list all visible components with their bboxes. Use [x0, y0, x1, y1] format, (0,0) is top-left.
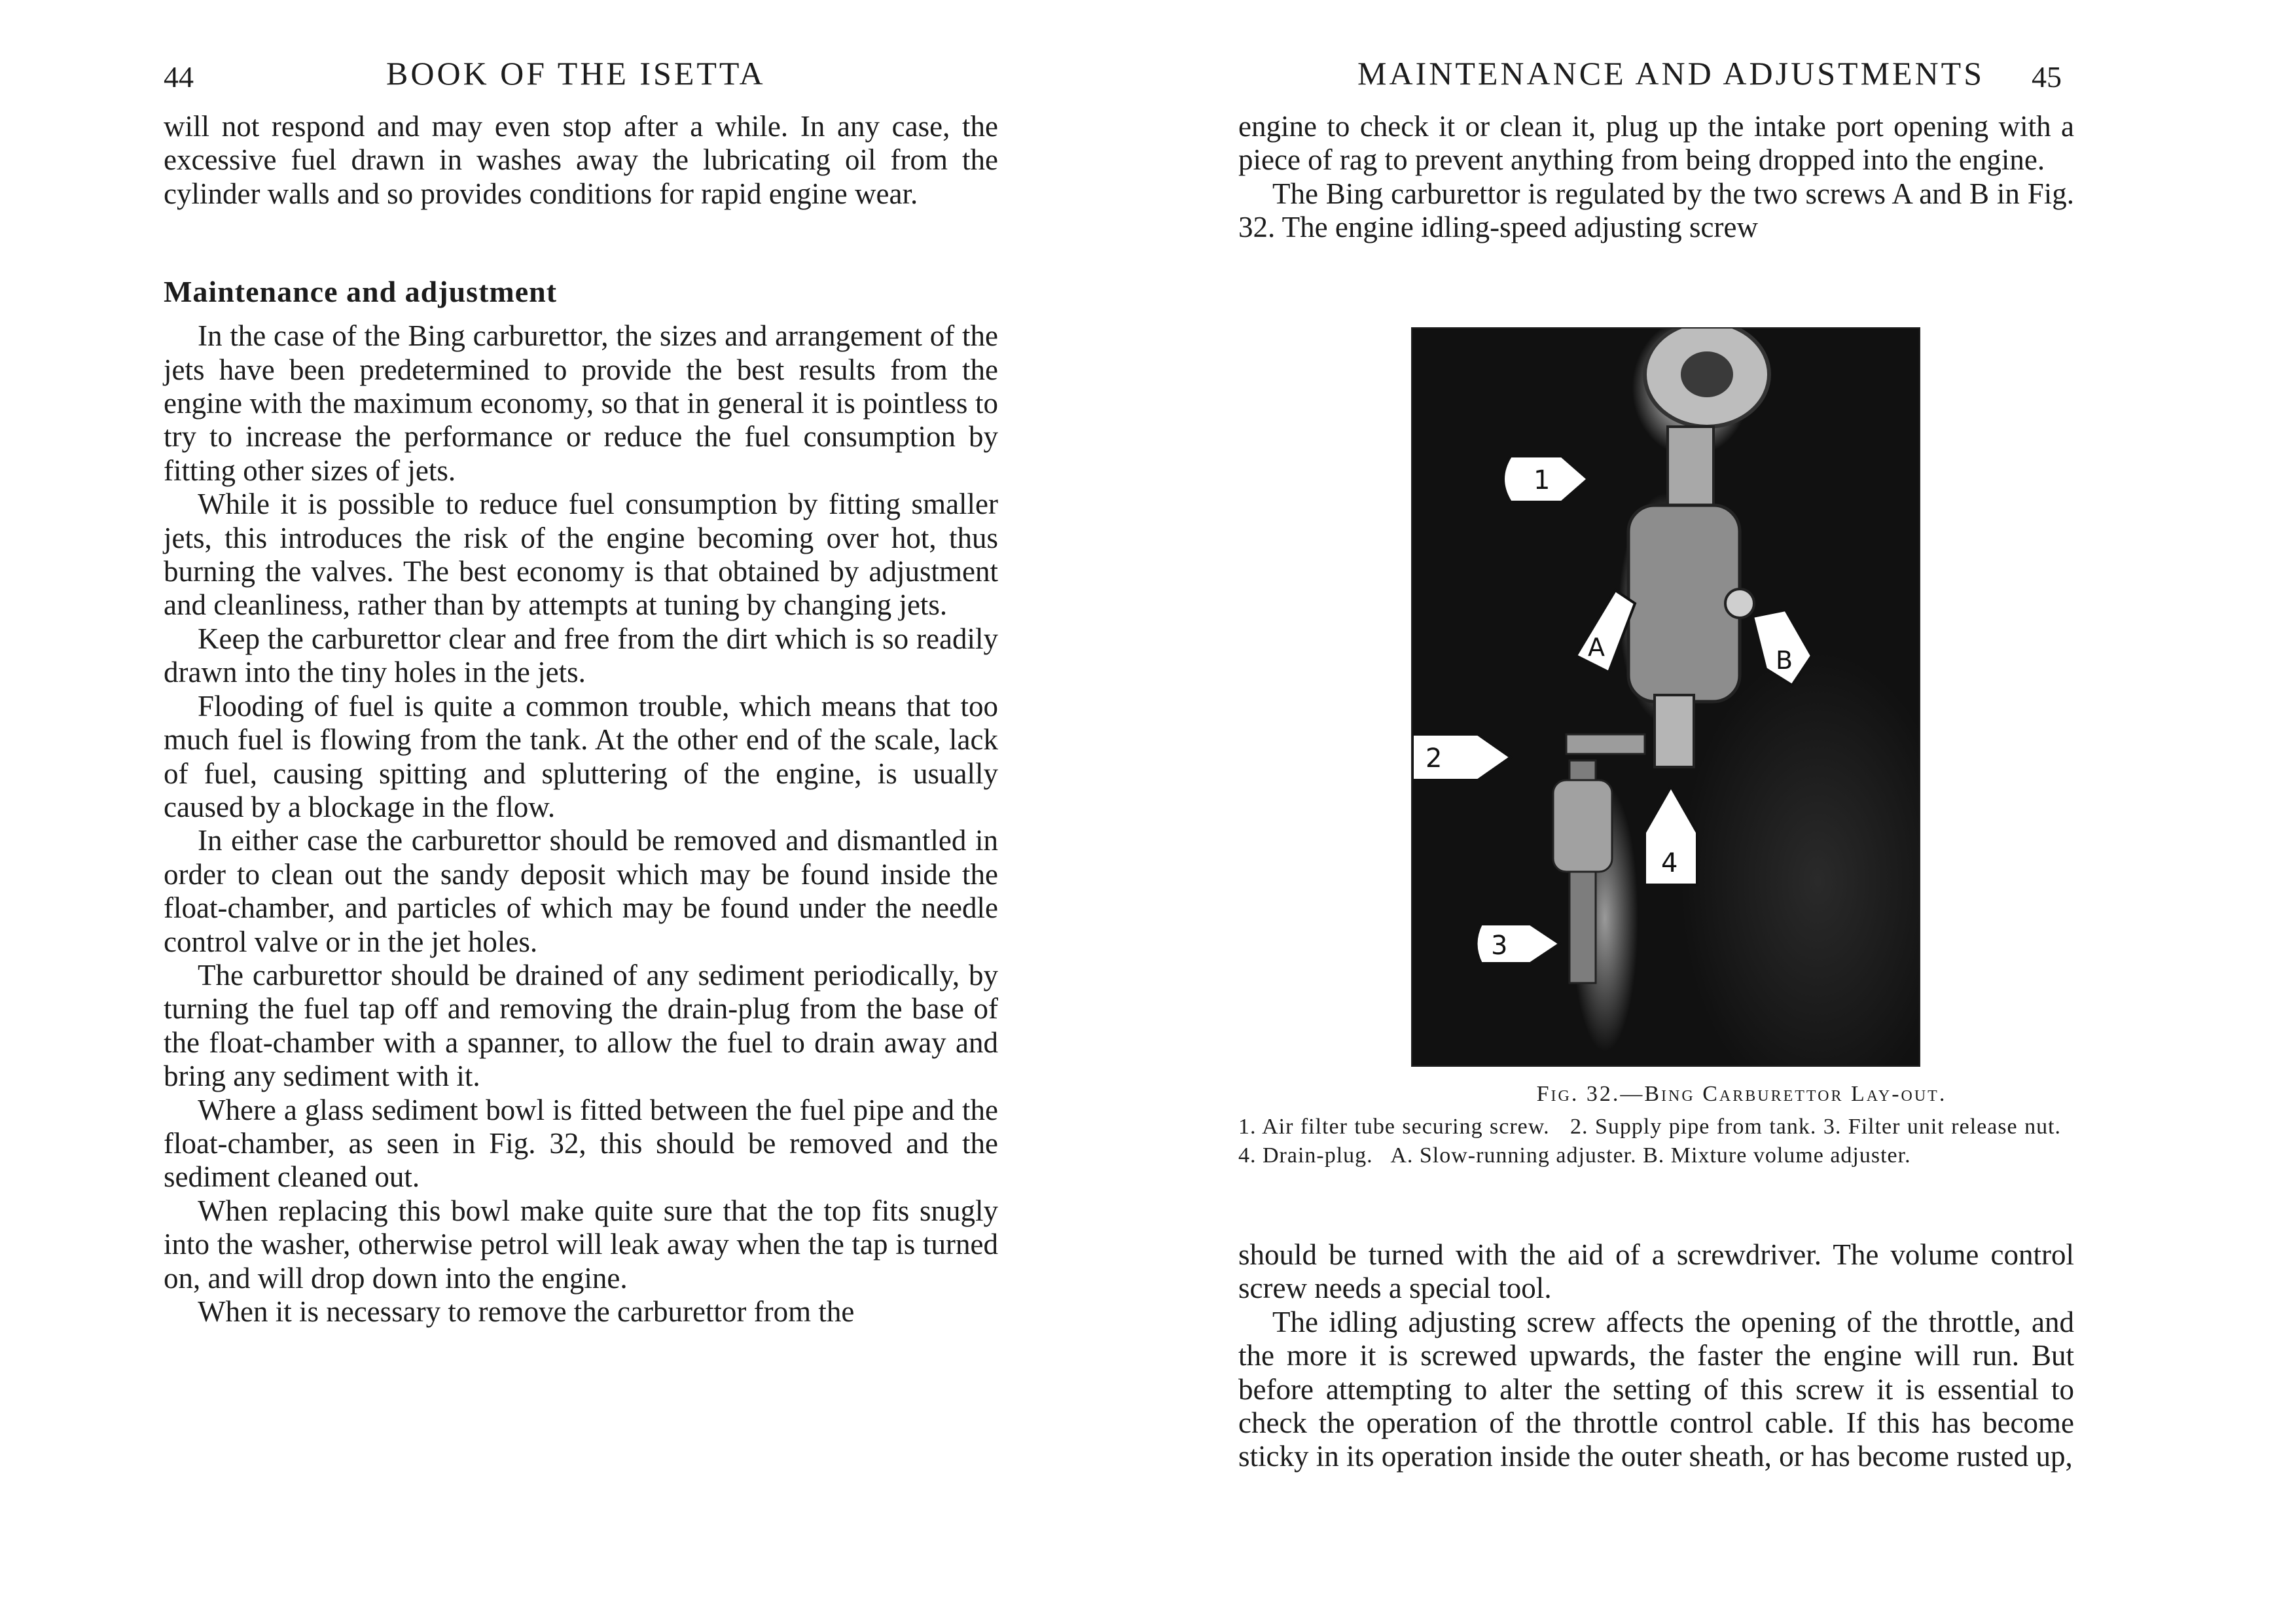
- legend-item: 3. Filter unit release nut.: [1823, 1115, 2062, 1139]
- paragraph: While it is possible to reduce fuel consumption by fitting smaller jets, this introduces the risk of the engine becoming over hot, thus burning the valves. The best economy is that obtained by adjustment and cleanliness, rather than by attempts at tuning by changing jets.: [164, 488, 998, 622]
- running-header: MAINTENANCE AND ADJUSTMENTS: [1357, 55, 1985, 92]
- callout-label: 1: [1534, 465, 1551, 495]
- body-text-column: [164, 110, 998, 1329]
- legend-item: B. Mixture volume adjuster.: [1643, 1143, 1911, 1168]
- paragraph: should be turned with the aid of a screwdriver. The volume control screw needs a special tool.: [1238, 1238, 2074, 1305]
- figure-legend: [1238, 1113, 2074, 1170]
- paragraph: When replacing this bowl make quite sure that the top fits snugly into the washer, otherwise petrol will leak away when the tap is turned on, and will drop down into the engine.: [164, 1194, 998, 1295]
- section-heading: Maintenance and adjustment: [164, 275, 558, 309]
- body-text-column-top: [1238, 110, 2074, 245]
- callout-label: A: [1588, 633, 1605, 662]
- mixture-screw: [1725, 589, 1754, 618]
- paragraph: Where a glass sediment bowl is fitted between the fuel pipe and the float-chamber, as seen in Fig. 32, this should be removed and the sediment cleaned out.: [164, 1093, 998, 1194]
- figure-caption-title: Fig. 32.—Bing Carburettor Lay-out.: [1536, 1082, 1947, 1106]
- body-text-column-bottom: [1238, 1238, 2074, 1474]
- paragraph: In either case the carburettor should be removed and dismantled in order to clean out the sandy deposit which may be found inside the float-chamber, and particles of which may be found under the needle control valve or in the jet holes.: [164, 824, 998, 958]
- paragraph: The carburettor should be drained of any sediment periodically, by turning the fuel tap off and removing the drain-plug from the base of the float-chamber with a spanner, to allow the fuel to drain away and bring any sediment with it.: [164, 958, 998, 1093]
- pulley-hub: [1681, 351, 1733, 397]
- legend-item: A. Slow-running adjuster.: [1390, 1143, 1637, 1168]
- callout-4: [1645, 787, 1697, 885]
- legend-item: 1. Air filter tube securing screw.: [1238, 1115, 1550, 1139]
- callout-2: [1412, 734, 1511, 780]
- page-number: 44: [164, 60, 194, 94]
- paragraph: In the case of the Bing carburettor, the sizes and arrangement of the jets have been predetermined to provide the best results from the engine with the maximum economy, so that in general it is pointless to try to increase the performance or reduce the fuel consumption by fitting other sizes of jets.: [164, 319, 998, 487]
- paragraph: The idling adjusting screw affects the opening of the throttle, and the more it is screwed upwards, the faster the engine will run. But before attempting to alter the setting of this screw it is essential to check the operation of the throttle control cable. If this has become sticky in its operation inside the outer sheath, or has become rusted up,: [1238, 1305, 2074, 1473]
- carburettor-neck: [1668, 427, 1713, 512]
- running-header: BOOK OF THE ISETTA: [386, 55, 766, 92]
- callout-label: 4: [1661, 848, 1678, 878]
- paragraph: will not respond and may even stop after a while. In any case, the excessive fuel drawn in washes away the lubricating oil from the cylinder walls and so provides conditions for rapid engine wear.: [164, 110, 998, 210]
- paragraph: engine to check it or clean it, plug up the intake port opening with a piece of rag to prevent anything from being dropped into the engine.: [1238, 110, 2074, 177]
- carburettor-photo-drawing: [1412, 329, 1919, 1065]
- carburettor-photo: [1411, 327, 1920, 1067]
- callout-A: [1576, 590, 1635, 672]
- callout-B: [1753, 610, 1812, 685]
- callout-3: [1477, 924, 1560, 963]
- drain-plug: [1655, 695, 1694, 767]
- callout-1: [1503, 456, 1588, 502]
- supply-pipe: [1566, 734, 1645, 754]
- paragraph: The Bing carburettor is regulated by the two screws A and B in Fig. 32. The engine idling-speed adjusting screw: [1238, 177, 2074, 244]
- filter-unit: [1553, 780, 1612, 872]
- callout-label: 3: [1491, 931, 1508, 961]
- callout-label: B: [1776, 646, 1793, 675]
- callout-label: 2: [1426, 743, 1443, 774]
- right-page: [1148, 0, 2296, 1610]
- float-chamber: [1628, 505, 1740, 702]
- paragraph: When it is necessary to remove the carburettor from the: [198, 1295, 855, 1328]
- legend-item: 2. Supply pipe from tank.: [1570, 1115, 1817, 1139]
- paragraph: Keep the carburettor clear and free from the dirt which is so readily drawn into the tiny holes in the jets.: [164, 622, 998, 689]
- page-number: 45: [2032, 60, 2062, 94]
- paragraph: Flooding of fuel is quite a common trouble, which means that too much fuel is flowing from the tank. At the other end of the scale, lack of fuel, causing spitting and spluttering of the engine, is usually caused by a blockage in the flow.: [164, 689, 998, 823]
- legend-item: 4. Drain-plug.: [1238, 1143, 1373, 1168]
